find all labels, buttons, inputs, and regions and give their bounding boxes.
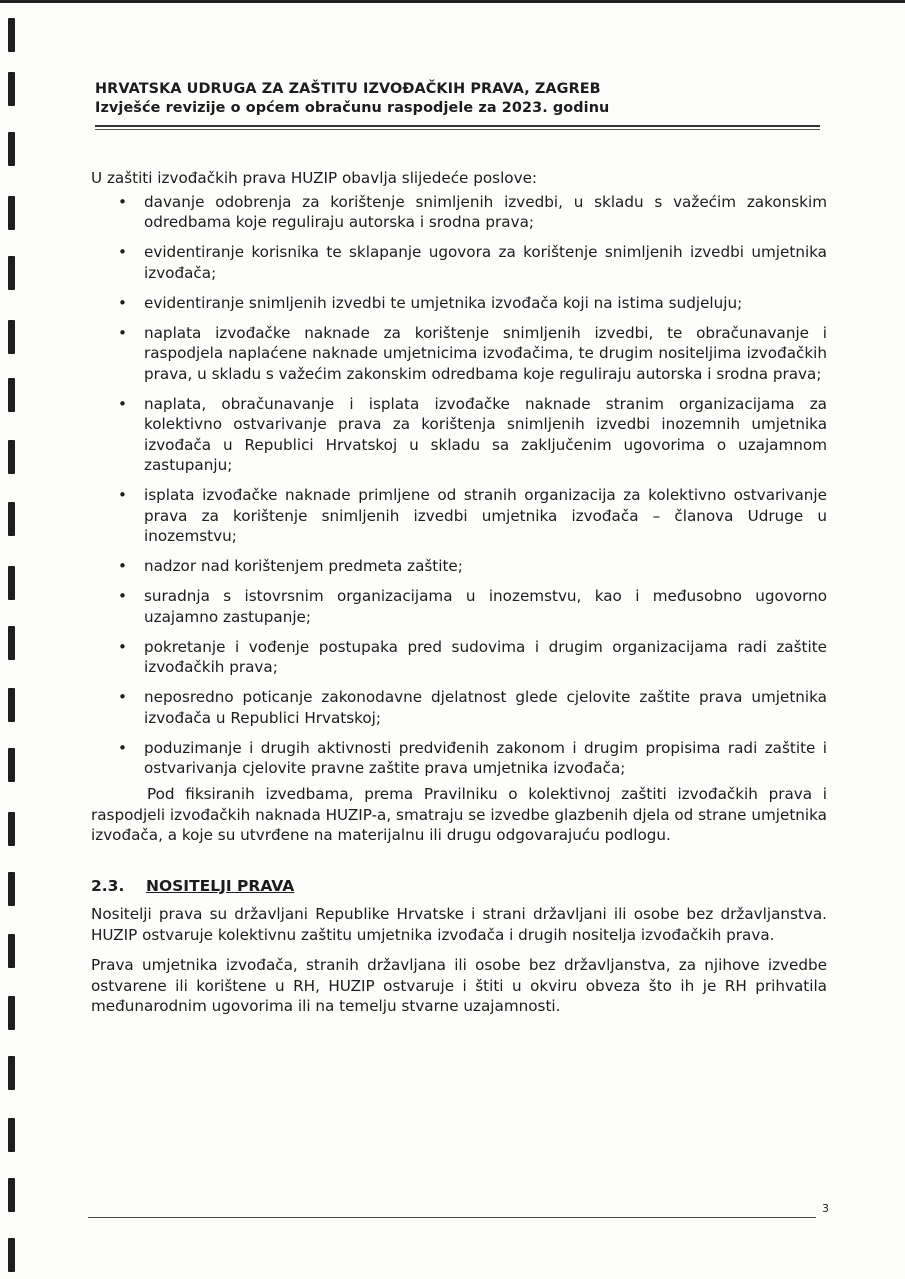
page-body: [91, 168, 827, 1027]
list-item-text: pokretanje i vođenje postupaka pred sudovima i drugim organizacijama radi zaštite izvođačkih prava;: [144, 637, 827, 676]
page-header: [95, 80, 830, 118]
list-item-text: poduzimanje i drugih aktivnosti predviđenih zakonom i drugim propisima radi zaštite i ostvarivanja cjelovite pravne zaštite prava umjetnika izvođača;: [144, 738, 827, 777]
list-item: [91, 738, 827, 779]
section-title: NOSITELJI PRAVA: [146, 876, 295, 895]
binder-hole: [8, 502, 15, 536]
foreign-rights-paragraph: Prava umjetnika izvođača, stranih državljana ili osobe bez državljanstva, za njihove izvedbe ostvarene ili korištene u RH, HUZIP ostvaruje i štiti u okviru obveza što ih je RH prihvatila međunarodnim ugovorima ili na temelju stvarne uzajamnosti.: [91, 956, 827, 1015]
header-organization: HRVATSKA UDRUGA ZA ZAŠTITU IZVOĐAČKIH PRAVA, ZAGREB: [95, 81, 601, 97]
binder-hole: [8, 18, 15, 52]
intro-text: U zaštiti izvođačkih prava HUZIP obavlja slijedeće poslove:: [91, 169, 538, 187]
list-item-text: naplata, obračunavanje i isplata izvođačke naknade stranim organizacijama za kolektivno ostvarivanje prava za korištenja snimljenih izvedbi inozemnih umjetnika izvođača u Republici Hrvatskoj u skladu sa zaključenim ugovorima o uzajamnom zastupanju;: [144, 394, 827, 474]
list-item-text: isplata izvođačke naknade primljene od stranih organizacija za kolektivno ostvarivanje prava za korištenje snimljenih izvedbi umjetnika izvođača – članova Udruge u inozemstvu;: [144, 486, 827, 545]
binder-hole: [8, 566, 15, 600]
binder-hole: [8, 688, 15, 722]
binder-hole: [8, 440, 15, 474]
header-rule-thin: [95, 129, 820, 130]
list-item: [91, 242, 827, 283]
list-item: [91, 556, 827, 577]
rights-holders-paragraph: Nositelji prava su državljani Republike Hrvatske i strani državljani ili osobe bez državljanstva. HUZIP ostvaruje kolektivnu zaštitu umjetnika izvođača i drugih nositelja izvođačkih prava.: [91, 905, 827, 944]
list-item-text: suradnja s istovrsnim organizacijama u inozemstvu, kao i međusobno ugovorno uzajamno zastupanje;: [144, 587, 827, 626]
scan-top-edge: [0, 0, 905, 3]
list-item: [91, 586, 827, 627]
bullet-symbol: •: [118, 192, 127, 211]
binder-hole: [8, 378, 15, 412]
bullet-symbol: •: [118, 394, 127, 413]
binder-hole: [8, 996, 15, 1030]
section-number: 2.3.: [91, 876, 125, 895]
binder-hole: [8, 196, 15, 230]
fixed-performances-paragraph: Pod fiksiranih izvedbama, prema Pravilniku o kolektivnoj zaštiti izvođačkih prava i raspodjeli izvođačkih naknada HUZIP-a, smatraju se izvedbe glazbenih djela od strane umjetnika izvođača, a koje su utvrđene na materijalnu ili drugu odgovarajuću podlogu.: [91, 785, 827, 844]
binder-hole: [8, 872, 15, 906]
binder-holes: [6, 0, 18, 1279]
header-report-title: Izvješće revizije o općem obračunu raspodjele za 2023. godinu: [95, 100, 610, 116]
bullet-symbol: •: [118, 637, 127, 656]
binder-hole: [8, 1118, 15, 1152]
list-item-text: nadzor nad korištenjem predmeta zaštite;: [144, 557, 463, 575]
list-item: [91, 192, 827, 233]
binder-hole: [8, 934, 15, 968]
list-item: [91, 323, 827, 385]
footer-rule: [88, 1217, 816, 1218]
binder-hole: [8, 748, 15, 782]
activities-list: [91, 192, 827, 779]
page-number: 3: [822, 1202, 829, 1215]
list-item: [91, 293, 827, 314]
header-rule: [95, 125, 820, 127]
binder-hole: [8, 812, 15, 846]
binder-hole: [8, 626, 15, 660]
binder-hole: [8, 1056, 15, 1090]
list-item-text: evidentiranje snimljenih izvedbi te umjetnika izvođača koji na istima sudjeluju;: [144, 293, 743, 312]
list-item-text: naplata izvođačke naknade za korištenje snimljenih izvedbi, te obračunavanje i raspodjela naplaćene naknade umjetnicima izvođačima, te drugim nositeljima izvođačkih prava, u skladu s važećim zakonskim odredbama koje reguliraju autorska i srodna prava;: [144, 323, 827, 383]
bullet-symbol: •: [118, 243, 127, 261]
list-item: [91, 485, 827, 547]
binder-hole: [8, 132, 15, 166]
list-item: [91, 394, 827, 476]
list-item: [91, 637, 827, 678]
bullet-symbol: •: [118, 557, 127, 575]
bullet-symbol: •: [118, 293, 127, 312]
bullet-symbol: •: [118, 587, 127, 605]
binder-hole: [8, 256, 15, 290]
bullet-symbol: •: [118, 738, 127, 757]
binder-hole: [8, 1238, 15, 1272]
binder-hole: [8, 1178, 15, 1212]
list-item: [91, 687, 827, 728]
list-item-text: davanje odobrenja za korištenje snimljenih izvedbi, u skladu s važećim zakonskim odredbama koje reguliraju autorska i srodna prava;: [144, 192, 827, 231]
binder-hole: [8, 320, 15, 354]
list-item-text: neposredno poticanje zakonodavne djelatnost glede cjelovite zaštite prava umjetnika izvođača u Republici Hrvatskoj;: [144, 688, 827, 727]
list-item-text: evidentiranje korisnika te sklapanje ugovora za korištenje snimljenih izvedbi umjetnika izvođača;: [144, 243, 827, 282]
section-heading: [91, 876, 827, 897]
bullet-symbol: •: [118, 323, 127, 342]
bullet-symbol: •: [118, 688, 127, 706]
binder-hole: [8, 72, 15, 106]
bullet-symbol: •: [118, 486, 127, 504]
